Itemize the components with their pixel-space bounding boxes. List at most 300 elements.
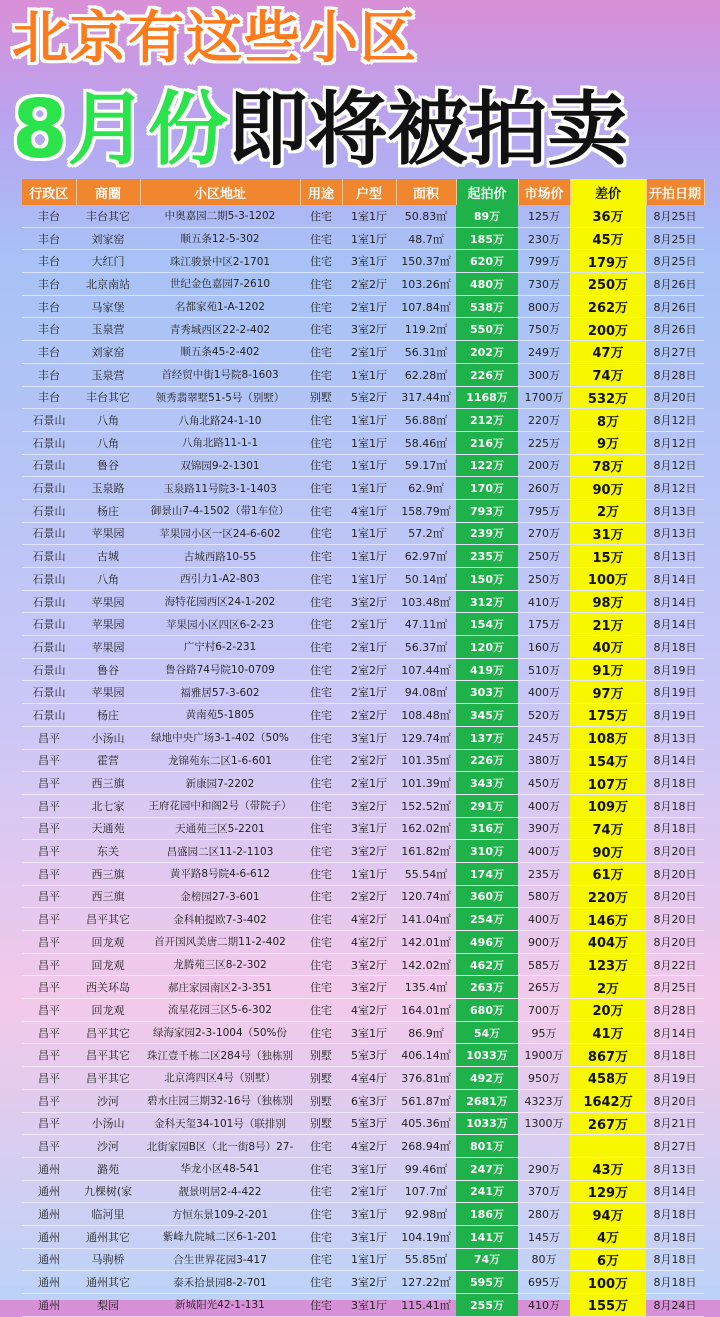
cell-address: 首经贸中街1号院8-1603 (140, 363, 300, 386)
cell-area: 刘家窑 (76, 227, 140, 250)
header-layout: 户型 (342, 179, 396, 205)
cell-usage: 住宅 (300, 250, 342, 273)
cell-market-price: 400万 (518, 840, 570, 863)
cell-layout: 3室1厅 (342, 726, 396, 749)
table-body (22, 205, 704, 1316)
cell-size: 406.14㎡ (396, 1044, 456, 1067)
cell-date: 8月24日 (646, 1294, 704, 1317)
cell-area: 回龙观 (76, 999, 140, 1022)
cell-size: 56.31㎡ (396, 341, 456, 364)
cell-size: 107.84㎡ (396, 295, 456, 318)
table-row (22, 477, 704, 500)
table-row (22, 1135, 704, 1158)
cell-district: 昌平 (22, 772, 76, 795)
cell-diff: 40万 (570, 636, 646, 659)
cell-district: 昌平 (22, 817, 76, 840)
cell-date: 8月14日 (646, 1021, 704, 1044)
cell-district: 丰台 (22, 295, 76, 318)
cell-address: 苹果园小区一区24-6-602 (140, 522, 300, 545)
cell-address: 金科帕提欧7-3-402 (140, 908, 300, 931)
cell-date: 8月21日 (646, 1112, 704, 1135)
cell-address: 顺五条45-2-402 (140, 341, 300, 364)
cell-district: 石景山 (22, 522, 76, 545)
cell-address: 龙腾苑三区8-2-302 (140, 953, 300, 976)
cell-diff: 458万 (570, 1067, 646, 1090)
cell-start-price: 89万 (456, 205, 518, 227)
cell-market-price: 145万 (518, 1225, 570, 1248)
cell-district: 石景山 (22, 431, 76, 454)
cell-area: 八角 (76, 568, 140, 591)
cell-date: 8月13日 (646, 522, 704, 545)
cell-address: 海特花园西区24-1-202 (140, 590, 300, 613)
cell-district: 昌平 (22, 1021, 76, 1044)
cell-date: 8月14日 (646, 1180, 704, 1203)
cell-layout: 4室2厅 (342, 931, 396, 954)
cell-layout: 1室1厅 (342, 522, 396, 545)
cell-size: 47.11㎡ (396, 613, 456, 636)
cell-district: 石景山 (22, 658, 76, 681)
cell-district: 昌平 (22, 999, 76, 1022)
cell-diff: 109万 (570, 794, 646, 817)
cell-area: 通州其它 (76, 1225, 140, 1248)
cell-size: 107.44㎡ (396, 658, 456, 681)
cell-date: 8月26日 (646, 295, 704, 318)
cell-diff: 123万 (570, 953, 646, 976)
cell-usage: 住宅 (300, 931, 342, 954)
cell-district: 昌平 (22, 976, 76, 999)
cell-diff: 1642万 (570, 1089, 646, 1112)
cell-start-price: 303万 (456, 681, 518, 704)
cell-district: 通州 (22, 1180, 76, 1203)
cell-district: 通州 (22, 1271, 76, 1294)
cell-date: 8月18日 (646, 1203, 704, 1226)
cell-district: 昌平 (22, 1135, 76, 1158)
cell-size: 92.98㎡ (396, 1203, 456, 1226)
cell-address: 广宁村6-2-231 (140, 636, 300, 659)
cell-usage: 住宅 (300, 1021, 342, 1044)
cell-area: 西三旗 (76, 772, 140, 795)
table-row (22, 862, 704, 885)
cell-size: 129.74㎡ (396, 726, 456, 749)
cell-date: 8月25日 (646, 205, 704, 227)
cell-layout: 1室1厅 (342, 409, 396, 432)
cell-market-price: 585万 (518, 953, 570, 976)
cell-diff: 6万 (570, 1248, 646, 1271)
cell-layout: 3室1厅 (342, 1225, 396, 1248)
cell-start-price: 1033万 (456, 1044, 518, 1067)
cell-usage: 住宅 (300, 431, 342, 454)
cell-address: 天通苑三区5-2201 (140, 817, 300, 840)
cell-area: 鲁谷 (76, 454, 140, 477)
cell-size: 56.88㎡ (396, 409, 456, 432)
cell-address: 昌盛园二区11-2-1103 (140, 840, 300, 863)
cell-diff: 74万 (570, 817, 646, 840)
cell-usage: 住宅 (300, 840, 342, 863)
cell-start-price: 419万 (456, 658, 518, 681)
cell-usage: 住宅 (300, 295, 342, 318)
cell-area: 临河里 (76, 1203, 140, 1226)
cell-start-price: 496万 (456, 931, 518, 954)
cell-layout: 2室1厅 (342, 341, 396, 364)
cell-market-price: 580万 (518, 885, 570, 908)
cell-start-price: 595万 (456, 1271, 518, 1294)
cell-size: 141.04㎡ (396, 908, 456, 931)
cell-area: 西三旗 (76, 862, 140, 885)
cell-start-price: 247万 (456, 1157, 518, 1180)
cell-usage: 别墅 (300, 1067, 342, 1090)
cell-size: 94.08㎡ (396, 681, 456, 704)
cell-usage: 住宅 (300, 318, 342, 341)
cell-layout: 2室2厅 (342, 704, 396, 727)
cell-date: 8月14日 (646, 749, 704, 772)
cell-diff: 267万 (570, 1112, 646, 1135)
cell-size: 99.46㎡ (396, 1157, 456, 1180)
cell-size: 150.37㎡ (396, 250, 456, 273)
table-row (22, 1271, 704, 1294)
cell-size: 268.94㎡ (396, 1135, 456, 1158)
cell-market-price: 300万 (518, 363, 570, 386)
title-line-1: 北京有这些小区 (12, 6, 418, 71)
table-row (22, 363, 704, 386)
cell-size: 55.85㎡ (396, 1248, 456, 1271)
cell-start-price: 120万 (456, 636, 518, 659)
cell-address: 双锦园9-2-1301 (140, 454, 300, 477)
cell-date: 8月20日 (646, 931, 704, 954)
cell-district: 丰台 (22, 318, 76, 341)
cell-date: 8月12日 (646, 477, 704, 500)
cell-date: 8月25日 (646, 976, 704, 999)
cell-diff: 155万 (570, 1294, 646, 1317)
cell-size: 115.41㎡ (396, 1294, 456, 1317)
header-date: 开拍日期 (646, 179, 704, 205)
cell-market-price: 280万 (518, 1203, 570, 1226)
cell-district: 丰台 (22, 227, 76, 250)
cell-address: 珠江骏景中区2-1701 (140, 250, 300, 273)
cell-market-price: 800万 (518, 295, 570, 318)
cell-address: 黄南苑5-1805 (140, 704, 300, 727)
cell-date: 8月12日 (646, 409, 704, 432)
table-row (22, 976, 704, 999)
cell-layout: 2室1厅 (342, 613, 396, 636)
cell-usage: 住宅 (300, 545, 342, 568)
cell-date: 8月13日 (646, 1157, 704, 1180)
cell-usage: 住宅 (300, 477, 342, 500)
cell-date: 8月18日 (646, 772, 704, 795)
cell-date: 8月18日 (646, 1271, 704, 1294)
cell-area: 回龙观 (76, 953, 140, 976)
cell-usage: 住宅 (300, 1157, 342, 1180)
cell-district: 通州 (22, 1157, 76, 1180)
cell-layout: 2室1厅 (342, 636, 396, 659)
cell-date: 8月18日 (646, 794, 704, 817)
cell-diff: 250万 (570, 273, 646, 296)
cell-market-price: 250万 (518, 568, 570, 591)
table-row (22, 1225, 704, 1248)
cell-diff: 36万 (570, 205, 646, 227)
cell-layout: 2室2厅 (342, 885, 396, 908)
cell-size: 142.02㎡ (396, 953, 456, 976)
table-row (22, 1157, 704, 1180)
cell-diff: 154万 (570, 749, 646, 772)
table-row (22, 636, 704, 659)
cell-usage: 住宅 (300, 726, 342, 749)
cell-size: 161.82㎡ (396, 840, 456, 863)
cell-start-price: 316万 (456, 817, 518, 840)
cell-start-price: 310万 (456, 840, 518, 863)
cell-date: 8月20日 (646, 885, 704, 908)
cell-date: 8月13日 (646, 545, 704, 568)
cell-district: 昌平 (22, 726, 76, 749)
cell-usage: 住宅 (300, 1225, 342, 1248)
cell-diff: 404万 (570, 931, 646, 954)
cell-address: 合生世界花园3-417 (140, 1248, 300, 1271)
cell-area: 苹果园 (76, 681, 140, 704)
cell-usage: 住宅 (300, 454, 342, 477)
table-row (22, 953, 704, 976)
cell-usage: 住宅 (300, 1203, 342, 1226)
cell-diff: 78万 (570, 454, 646, 477)
cell-area: 杨庄 (76, 499, 140, 522)
cell-usage: 住宅 (300, 953, 342, 976)
header-district: 行政区 (22, 179, 76, 205)
cell-date: 8月20日 (646, 840, 704, 863)
cell-layout: 6室3厅 (342, 1089, 396, 1112)
cell-usage: 住宅 (300, 568, 342, 591)
cell-start-price: 492万 (456, 1067, 518, 1090)
cell-layout: 5室3厅 (342, 1112, 396, 1135)
table-row (22, 318, 704, 341)
cell-size: 101.39㎡ (396, 772, 456, 795)
cell-diff: 175万 (570, 704, 646, 727)
cell-area: 昌平其它 (76, 1021, 140, 1044)
cell-usage: 别墅 (300, 1089, 342, 1112)
cell-layout: 3室1厅 (342, 1203, 396, 1226)
cell-market-price: 200万 (518, 454, 570, 477)
header-start-price: 起拍价 (456, 179, 518, 205)
cell-diff: 20万 (570, 999, 646, 1022)
cell-area: 小汤山 (76, 726, 140, 749)
cell-district: 昌平 (22, 1089, 76, 1112)
cell-date: 8月19日 (646, 681, 704, 704)
table-row (22, 205, 704, 227)
cell-area: 西三旗 (76, 885, 140, 908)
cell-area: 鲁谷 (76, 658, 140, 681)
cell-area: 北京南站 (76, 273, 140, 296)
cell-address: 八角北路24-1-10 (140, 409, 300, 432)
cell-usage: 住宅 (300, 1248, 342, 1271)
cell-diff: 98万 (570, 590, 646, 613)
table-row (22, 1044, 704, 1067)
header-size: 面积 (396, 179, 456, 205)
cell-size: 376.81㎡ (396, 1067, 456, 1090)
cell-layout: 5室2厅 (342, 386, 396, 409)
cell-layout: 1室1厅 (342, 363, 396, 386)
cell-date: 8月18日 (646, 1248, 704, 1271)
cell-usage: 住宅 (300, 341, 342, 364)
cell-diff: 90万 (570, 840, 646, 863)
cell-date: 8月20日 (646, 908, 704, 931)
cell-area: 昌平其它 (76, 1044, 140, 1067)
cell-district: 丰台 (22, 341, 76, 364)
table-row (22, 1089, 704, 1112)
cell-layout: 3室1厅 (342, 250, 396, 273)
cell-area: 回龙观 (76, 931, 140, 954)
cell-address: 华龙小区48-541 (140, 1157, 300, 1180)
cell-usage: 住宅 (300, 976, 342, 999)
cell-market-price: 900万 (518, 931, 570, 954)
cell-start-price: 122万 (456, 454, 518, 477)
cell-area: 通州其它 (76, 1271, 140, 1294)
cell-usage: 住宅 (300, 681, 342, 704)
cell-address: 郝庄家园南区2-3-351 (140, 976, 300, 999)
cell-market-price: 125万 (518, 205, 570, 227)
cell-market-price: 695万 (518, 1271, 570, 1294)
cell-usage: 住宅 (300, 885, 342, 908)
cell-diff: 41万 (570, 1021, 646, 1044)
cell-district: 昌平 (22, 1044, 76, 1067)
cell-layout: 2室1厅 (342, 295, 396, 318)
cell-date: 8月18日 (646, 636, 704, 659)
cell-date: 8月26日 (646, 273, 704, 296)
cell-diff: 107万 (570, 772, 646, 795)
cell-size: 561.87㎡ (396, 1089, 456, 1112)
cell-market-price: 400万 (518, 794, 570, 817)
cell-diff: 867万 (570, 1044, 646, 1067)
cell-layout: 2室1厅 (342, 681, 396, 704)
cell-start-price: 2681万 (456, 1089, 518, 1112)
cell-diff: 532万 (570, 386, 646, 409)
table-header-row (22, 179, 704, 205)
cell-area: 苹果园 (76, 522, 140, 545)
cell-date: 8月18日 (646, 1044, 704, 1067)
cell-district: 丰台 (22, 386, 76, 409)
cell-usage: 住宅 (300, 794, 342, 817)
cell-date: 8月20日 (646, 862, 704, 885)
cell-area: 古城 (76, 545, 140, 568)
cell-layout: 4室2厅 (342, 1135, 396, 1158)
cell-address: 北街家园B区（北一街8号）27- (140, 1135, 300, 1158)
table-row (22, 1294, 704, 1317)
header-diff: 差价 (570, 179, 646, 205)
cell-area: 杨庄 (76, 704, 140, 727)
cell-layout: 5室3厅 (342, 1044, 396, 1067)
cell-start-price: 550万 (456, 318, 518, 341)
cell-area: 玉泉营 (76, 363, 140, 386)
cell-date: 8月28日 (646, 363, 704, 386)
cell-start-price: 343万 (456, 772, 518, 795)
cell-area: 马驹桥 (76, 1248, 140, 1271)
cell-layout: 2室2厅 (342, 749, 396, 772)
cell-address: 金榜园27-3-601 (140, 885, 300, 908)
cell-district: 昌平 (22, 1112, 76, 1135)
cell-address: 靓景明居2-4-422 (140, 1180, 300, 1203)
cell-market-price: 230万 (518, 227, 570, 250)
cell-address: 绿海家园2-3-1004（50%份 (140, 1021, 300, 1044)
cell-market-price: 370万 (518, 1180, 570, 1203)
cell-address: 青秀城西区22-2-402 (140, 318, 300, 341)
cell-area: 玉泉营 (76, 318, 140, 341)
table-row (22, 590, 704, 613)
cell-area: 梨园 (76, 1294, 140, 1317)
cell-address: 中奥嘉园二期5-3-1202 (140, 205, 300, 227)
cell-area: 苹果园 (76, 636, 140, 659)
table-row (22, 726, 704, 749)
cell-address: 古城西路10-55 (140, 545, 300, 568)
cell-start-price: 239万 (456, 522, 518, 545)
cell-usage: 住宅 (300, 613, 342, 636)
cell-size: 103.48㎡ (396, 590, 456, 613)
cell-address: 珠江壹千栋二区284号（独栋别 (140, 1044, 300, 1067)
cell-address: 金科天玺34-101号（联排别 (140, 1112, 300, 1135)
cell-layout: 3室2厅 (342, 1271, 396, 1294)
table-row (22, 931, 704, 954)
cell-start-price: 74万 (456, 1248, 518, 1271)
cell-address: 苹果园小区四区6-2-23 (140, 613, 300, 636)
cell-market-price: 245万 (518, 726, 570, 749)
cell-diff: 45万 (570, 227, 646, 250)
cell-start-price: 202万 (456, 341, 518, 364)
cell-district: 通州 (22, 1203, 76, 1226)
cell-layout: 1室1厅 (342, 1248, 396, 1271)
cell-size: 103.26㎡ (396, 273, 456, 296)
cell-date: 8月25日 (646, 250, 704, 273)
cell-area: 丰台其它 (76, 205, 140, 227)
cell-date: 8月14日 (646, 568, 704, 591)
cell-market-price: 799万 (518, 250, 570, 273)
cell-market-price: 700万 (518, 999, 570, 1022)
cell-address: 龙锦苑东二区1-6-601 (140, 749, 300, 772)
cell-market-price: 950万 (518, 1067, 570, 1090)
cell-market-price: 4323万 (518, 1089, 570, 1112)
cell-layout: 3室2厅 (342, 590, 396, 613)
cell-market-price: 1700万 (518, 386, 570, 409)
cell-date: 8月25日 (646, 227, 704, 250)
cell-market-price: 400万 (518, 681, 570, 704)
cell-area: 沙河 (76, 1135, 140, 1158)
cell-layout: 1室1厅 (342, 205, 396, 227)
table-row (22, 499, 704, 522)
table-row (22, 1067, 704, 1090)
cell-district: 石景山 (22, 704, 76, 727)
cell-market-price: 410万 (518, 590, 570, 613)
cell-market-price: 510万 (518, 658, 570, 681)
cell-district: 石景山 (22, 613, 76, 636)
cell-diff: 108万 (570, 726, 646, 749)
cell-district: 昌平 (22, 1067, 76, 1090)
cell-start-price: 226万 (456, 749, 518, 772)
cell-size: 86.9㎡ (396, 1021, 456, 1044)
cell-start-price: 241万 (456, 1180, 518, 1203)
cell-layout: 1室1厅 (342, 862, 396, 885)
cell-size: 135.4㎡ (396, 976, 456, 999)
table-row (22, 386, 704, 409)
cell-diff: 262万 (570, 295, 646, 318)
cell-start-price: 360万 (456, 885, 518, 908)
cell-usage: 住宅 (300, 772, 342, 795)
cell-start-price: 216万 (456, 431, 518, 454)
header-address: 小区地址 (140, 179, 300, 205)
table-row (22, 658, 704, 681)
cell-market-price (518, 1135, 570, 1158)
cell-market-price: 1900万 (518, 1044, 570, 1067)
cell-district: 石景山 (22, 590, 76, 613)
table-row (22, 454, 704, 477)
cell-address: 碧水庄园三期32-16号（独栋别 (140, 1089, 300, 1112)
cell-layout: 3室2厅 (342, 976, 396, 999)
cell-layout: 2室1厅 (342, 1180, 396, 1203)
cell-size: 48.7㎡ (396, 227, 456, 250)
table-row (22, 545, 704, 568)
